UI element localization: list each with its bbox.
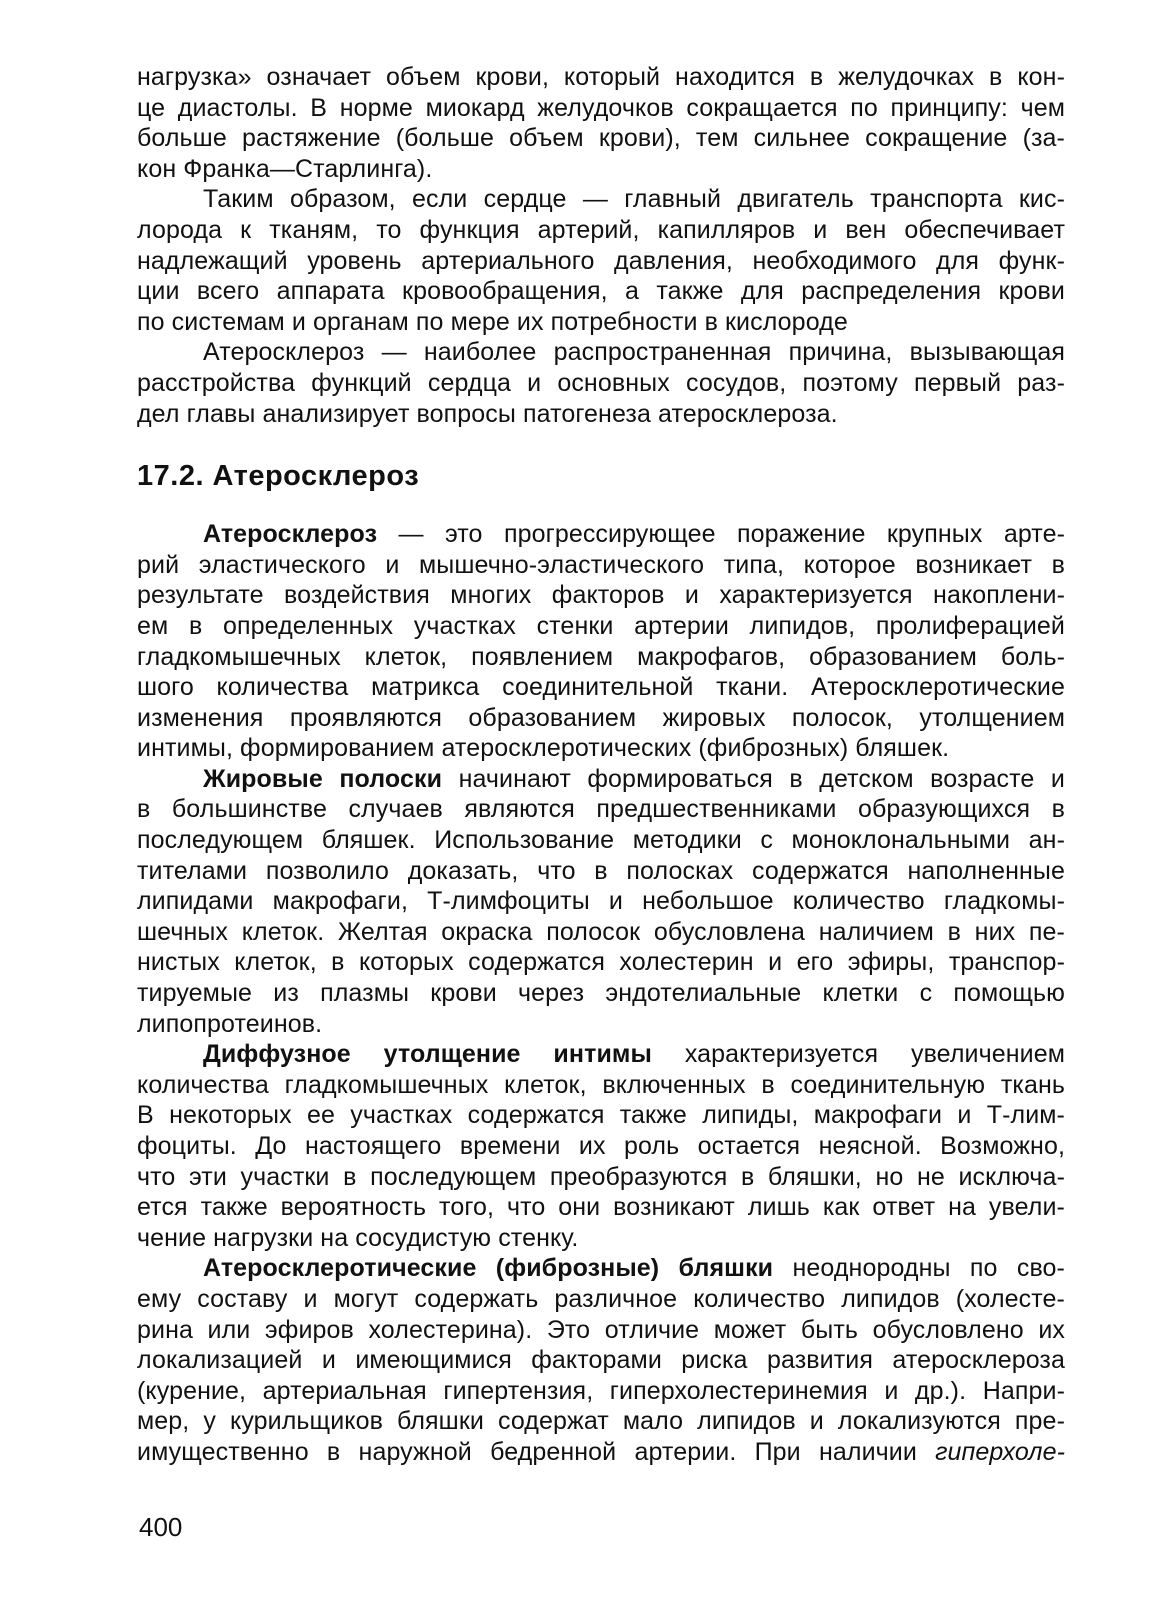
bold-term: Атеросклеротические (фиброзные) бляшки	[203, 1254, 774, 1283]
text-line: локализацией и имеющимися факторами риска развития атеросклероза	[137, 1346, 1065, 1375]
text-line: ему составу и могут содержать различное количество липидов (холесте-	[137, 1284, 1065, 1313]
text-line	[137, 1039, 1065, 1070]
text-line: больше растяжение (больше объем крови), тем сильнее сокращение (за-	[137, 124, 1065, 153]
text-line: в большинстве случаев являются предшественниками образующихся в	[137, 795, 1065, 824]
text-line: липидами макрофаги, Т-лимфоциты и небольшое количество гладкомы-	[137, 887, 1065, 916]
text-line: шечных клеток. Желтая окраска полосок обусловлена наличием в них пе-	[137, 917, 1065, 946]
text-line	[137, 519, 1065, 550]
section-heading: 17.2. Атеросклероз	[137, 460, 420, 493]
paragraph-intro	[137, 62, 1065, 184]
text-line: шого количества матрикса соединительной ткани. Атеросклеротические	[137, 673, 1065, 702]
paragraph-fibrous-plaques	[137, 1253, 1065, 1467]
line-text: начинают формироваться в детском возрасте и	[442, 764, 1065, 793]
text-line: ется также вероятность того, что они возникают лишь как ответ на увели-	[137, 1193, 1065, 1222]
text-line: тителами позволило доказать, что в полосках содержатся наполненные	[137, 856, 1065, 885]
text-line: надлежащий уровень артериального давления, необходимого для функ-	[137, 246, 1065, 275]
text-line: что эти участки в последующем преобразуются в бляшки, но не исключа-	[137, 1162, 1065, 1191]
text-line: В некоторых ее участках содержатся также липиды, макрофаги и Т-лим-	[137, 1101, 1065, 1130]
line-text: имущественно в наружной бедренной артерии. При наличии	[137, 1437, 936, 1466]
text-line	[137, 764, 1065, 795]
text-line: ции всего аппарата кровообращения, а также для распределения крови	[137, 277, 1065, 306]
text-line: рий эластического и мышечно-эластического типа, которое возникает в	[137, 550, 1065, 579]
text-line: нистых клеток, в которых содержатся холестерин и его эфиры, транспор-	[137, 948, 1065, 977]
text-line: липопротеинов.	[137, 1009, 323, 1038]
line-text: — это прогрессирующее поражение крупных арте-	[377, 520, 1065, 549]
paragraph-definition	[137, 519, 1065, 764]
bold-term: Диффузное утолщение интимы	[203, 1040, 652, 1069]
text-line: нагрузка» означает объем крови, который находится в желудочках в кон-	[137, 63, 1065, 91]
paragraph-atherosclerosis-cause	[137, 337, 1065, 429]
italic-term: гиперхоле-	[935, 1437, 1065, 1466]
paragraph-intimal-thickening	[137, 1039, 1065, 1253]
bold-term: Атеросклероз	[203, 520, 378, 549]
text-line	[137, 1437, 1065, 1468]
text-line: ем в определенных участках стенки артерии липидов, пролиферацией	[137, 611, 1065, 640]
text-line: рина или эфиров холестерина). Это отличие может быть обусловлено их	[137, 1315, 1065, 1344]
text-line: последующем бляшек. Использование методики с моноклональными ан-	[137, 826, 1065, 855]
text-line: тируемые из плазмы крови через эндотелиальные клетки с помощью	[137, 979, 1065, 1008]
text-line: це диастолы. В норме миокард желудочков сокращается по принципу: чем	[137, 93, 1065, 122]
text-line: дел главы анализирует вопросы патогенеза атеросклероза.	[137, 399, 838, 428]
text-line: гладкомышечных клеток, появлением макрофагов, образованием боль-	[137, 642, 1065, 671]
text-line: по системам и органам по мере их потребности в кислороде	[137, 307, 848, 336]
text-line: мер, у курильщиков бляшки содержат мало липидов и локализуются пре-	[137, 1407, 1065, 1436]
text-line: фоциты. До настоящего времени их роль остается неясной. Возможно,	[137, 1132, 1065, 1160]
text-line: интимы, формированием атеросклеротических (фиброзных) бляшек.	[137, 734, 950, 763]
page-number: 400	[139, 1512, 183, 1542]
text-line: чение нагрузки на сосудистую стенку.	[137, 1223, 579, 1252]
text-line: кон Франка—Старлинга).	[137, 154, 433, 183]
text-line: количества гладкомышечных клеток, включенных в соединительную ткань	[137, 1070, 1065, 1099]
line-text: характеризуется увеличением	[651, 1040, 1065, 1069]
paragraph-fatty-streaks	[137, 764, 1065, 1039]
line-text: неоднородны по сво-	[773, 1254, 1065, 1283]
paragraph-heart-function	[137, 184, 1065, 337]
document-page	[137, 62, 1065, 1468]
text-line: лорода к тканям, то функция артерий, капилляров и вен обеспечивает	[137, 215, 1065, 244]
text-line: изменения проявляются образованием жировых полосок, утолщением	[137, 703, 1065, 732]
text-line: расстройства функций сердца и основных сосудов, поэтому первый раз-	[137, 368, 1065, 397]
text-line: (курение, артериальная гипертензия, гиперхолестеринемия и др.). Напри-	[137, 1376, 1065, 1405]
text-line: Таким образом, если сердце — главный двигатель транспорта кис-	[203, 185, 1065, 214]
bold-term: Жировые полоски	[203, 764, 443, 793]
text-line	[137, 1253, 1065, 1284]
text-line: результате воздействия многих факторов и характеризуется накоплени-	[137, 581, 1065, 610]
text-line: Атеросклероз — наиболее распространенная причина, вызывающая	[203, 338, 1065, 367]
